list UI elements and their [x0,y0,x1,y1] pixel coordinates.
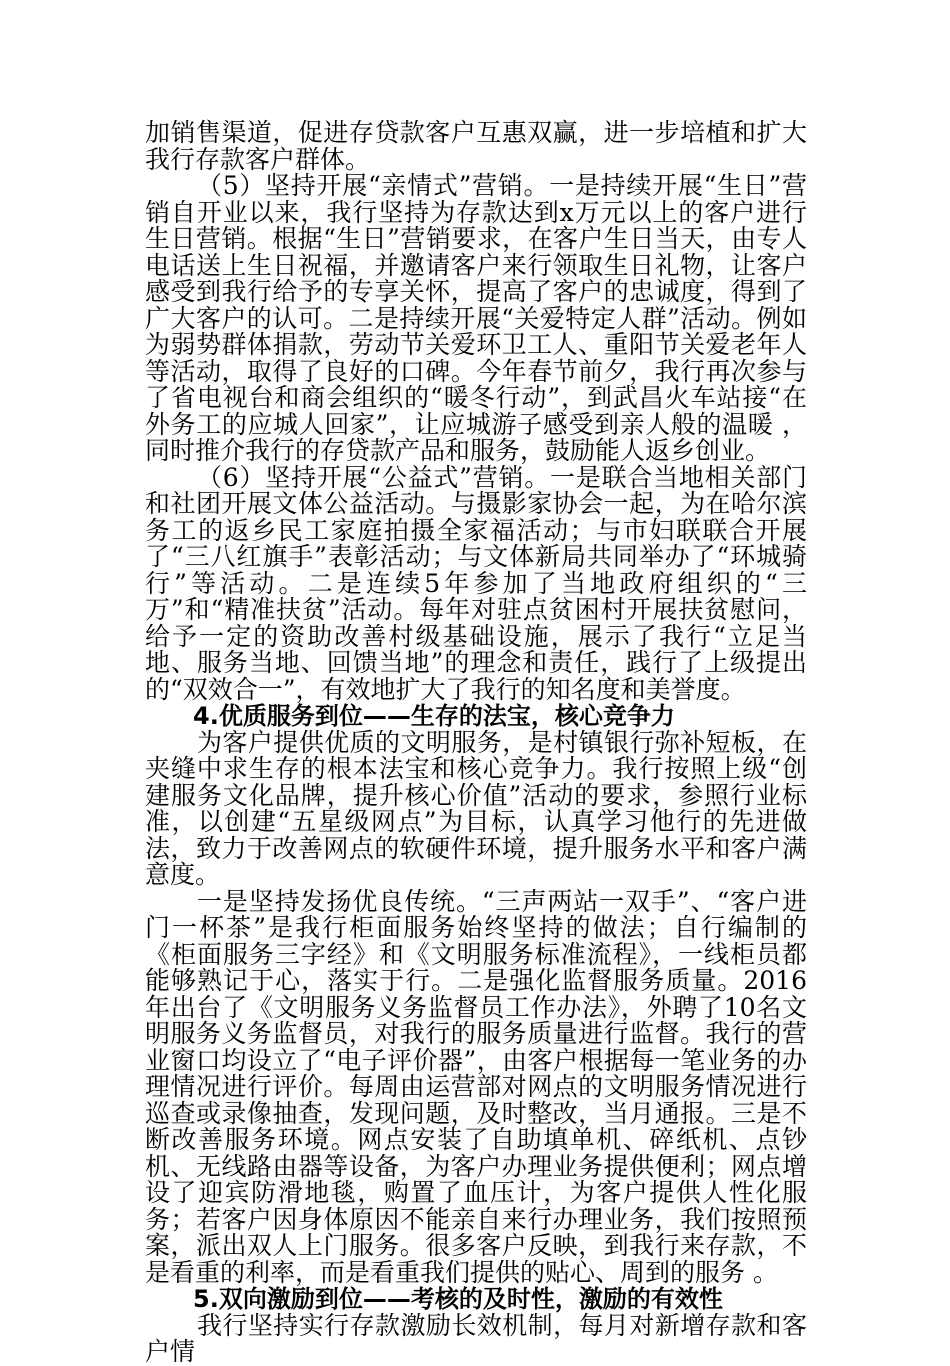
paragraph-incentive-mechanism: 我行坚持实行存款激励长效机制，每月对新增存款和客户情 [145,1310,807,1366]
section-heading-incentives: 5.双向激励到位——考核的及时性，激励的有效性 [193,1285,723,1313]
paragraph-family-marketing: （5）坚持开展“亲情式”营销。一是持续开展“生日”营销自开业以来，我行坚持为存款达到x万元以上的客户进行生日营销。根据“生日”营销要求，在客户生日当天，由专人电话送上生日祝福，并邀请客户来行领取生日礼物，让客户感受到我行给予的专享关怀，提高了客户的忠诚度，得到了广大客户的认可。二是持续开展“关爱特定人群”活动。例如为弱势群体捐款，劳动节关爱环卫工人、重阳节关爱老年人等活动，取得了良好的口碑。今年春节前夕，我行再次参与了省电视台和商会组织的“暖冬行动”，到武昌火车站接“在外务工的应城人回家”，让应城游子感受到亲人般的温暖 ，同时推介我行的存贷款产品和服务，鼓励能人返乡创业。 [145,171,807,465]
paragraph-service-overview: 为客户提供优质的文明服务，是村镇银行弥补短板，在夹缝中求生存的根本法宝和核心竞争力。我行按照上级“创建服务文化品牌，提升核心价值”活动的要求，参照行业标准，以创建“五星级网点”为目标，认真学习他行的先进做法，致力于改善网点的软硬件环境，提升服务水平和客户满意度。 [145,727,807,889]
paragraph-public-welfare-marketing: （6）坚持开展“公益式”营销。一是联合当地相关部门和社团开展文体公益活动。与摄影家协会一起，为在哈尔滨务工的返乡民工家庭拍摄全家福活动；与市妇联联合开展了“三八红旗手”表彰活动；与文体新局共同举办了“环城骑行”等活动。二是连续5年参加了当地政府组织的“三万”和“精准扶贫”活动。每年对驻点贫困村开展扶贫慰问，给予一定的资助改善村级基础设施，展示了我行“立足当地、服务当地、回馈当地”的理念和责任，践行了上级提出的“双效合一”，有效地扩大了我行的知名度和美誉度。 [145,462,807,704]
section-heading-quality-service: 4.优质服务到位——生存的法宝，核心竞争力 [193,702,675,730]
paragraph-service-measures: 一是坚持发扬优良传统。“三声两站一双手”、“客户进门一杯茶”是我行柜面服务始终坚持的做法；自行编制的《柜面服务三字经》和《文明服务标准流程》，一线柜员都能够熟记于心，落实于行。二是强化监督服务质量。2016年出台了《文明服务义务监督员工作办法》，外聘了10名文明服务义务监督员，对我行的服务质量进行监督。我行的营业窗口均设立了“电子评价器”，由客户根据每一笔业务的办理情况进行评价。每周由运营部对网点的文明服务情况进行巡查或录像抽查，发现问题，及时整改，当月通报。三是不断改善服务环境。网点安装了自助填单机、碎纸机、点钞机、无线路由器等设备，为客户办理业务提供便利；网点增设了迎宾防滑地毯，购置了血压计，为客户提供人性化服务；若客户因身体原因不能亲自来行办理业务，我们按照预案，派出双人上门服务。很多客户反映，到我行来存款，不是看重的利率，而是看重我们提供的贴心、周到的服务 。 [145,886,807,1287]
paragraph-channel-intro: 加销售渠道，促进存贷款客户互惠双赢，进一步培植和扩大我行存款客户群体。 [145,118,807,174]
document-page [145,120,807,1366]
